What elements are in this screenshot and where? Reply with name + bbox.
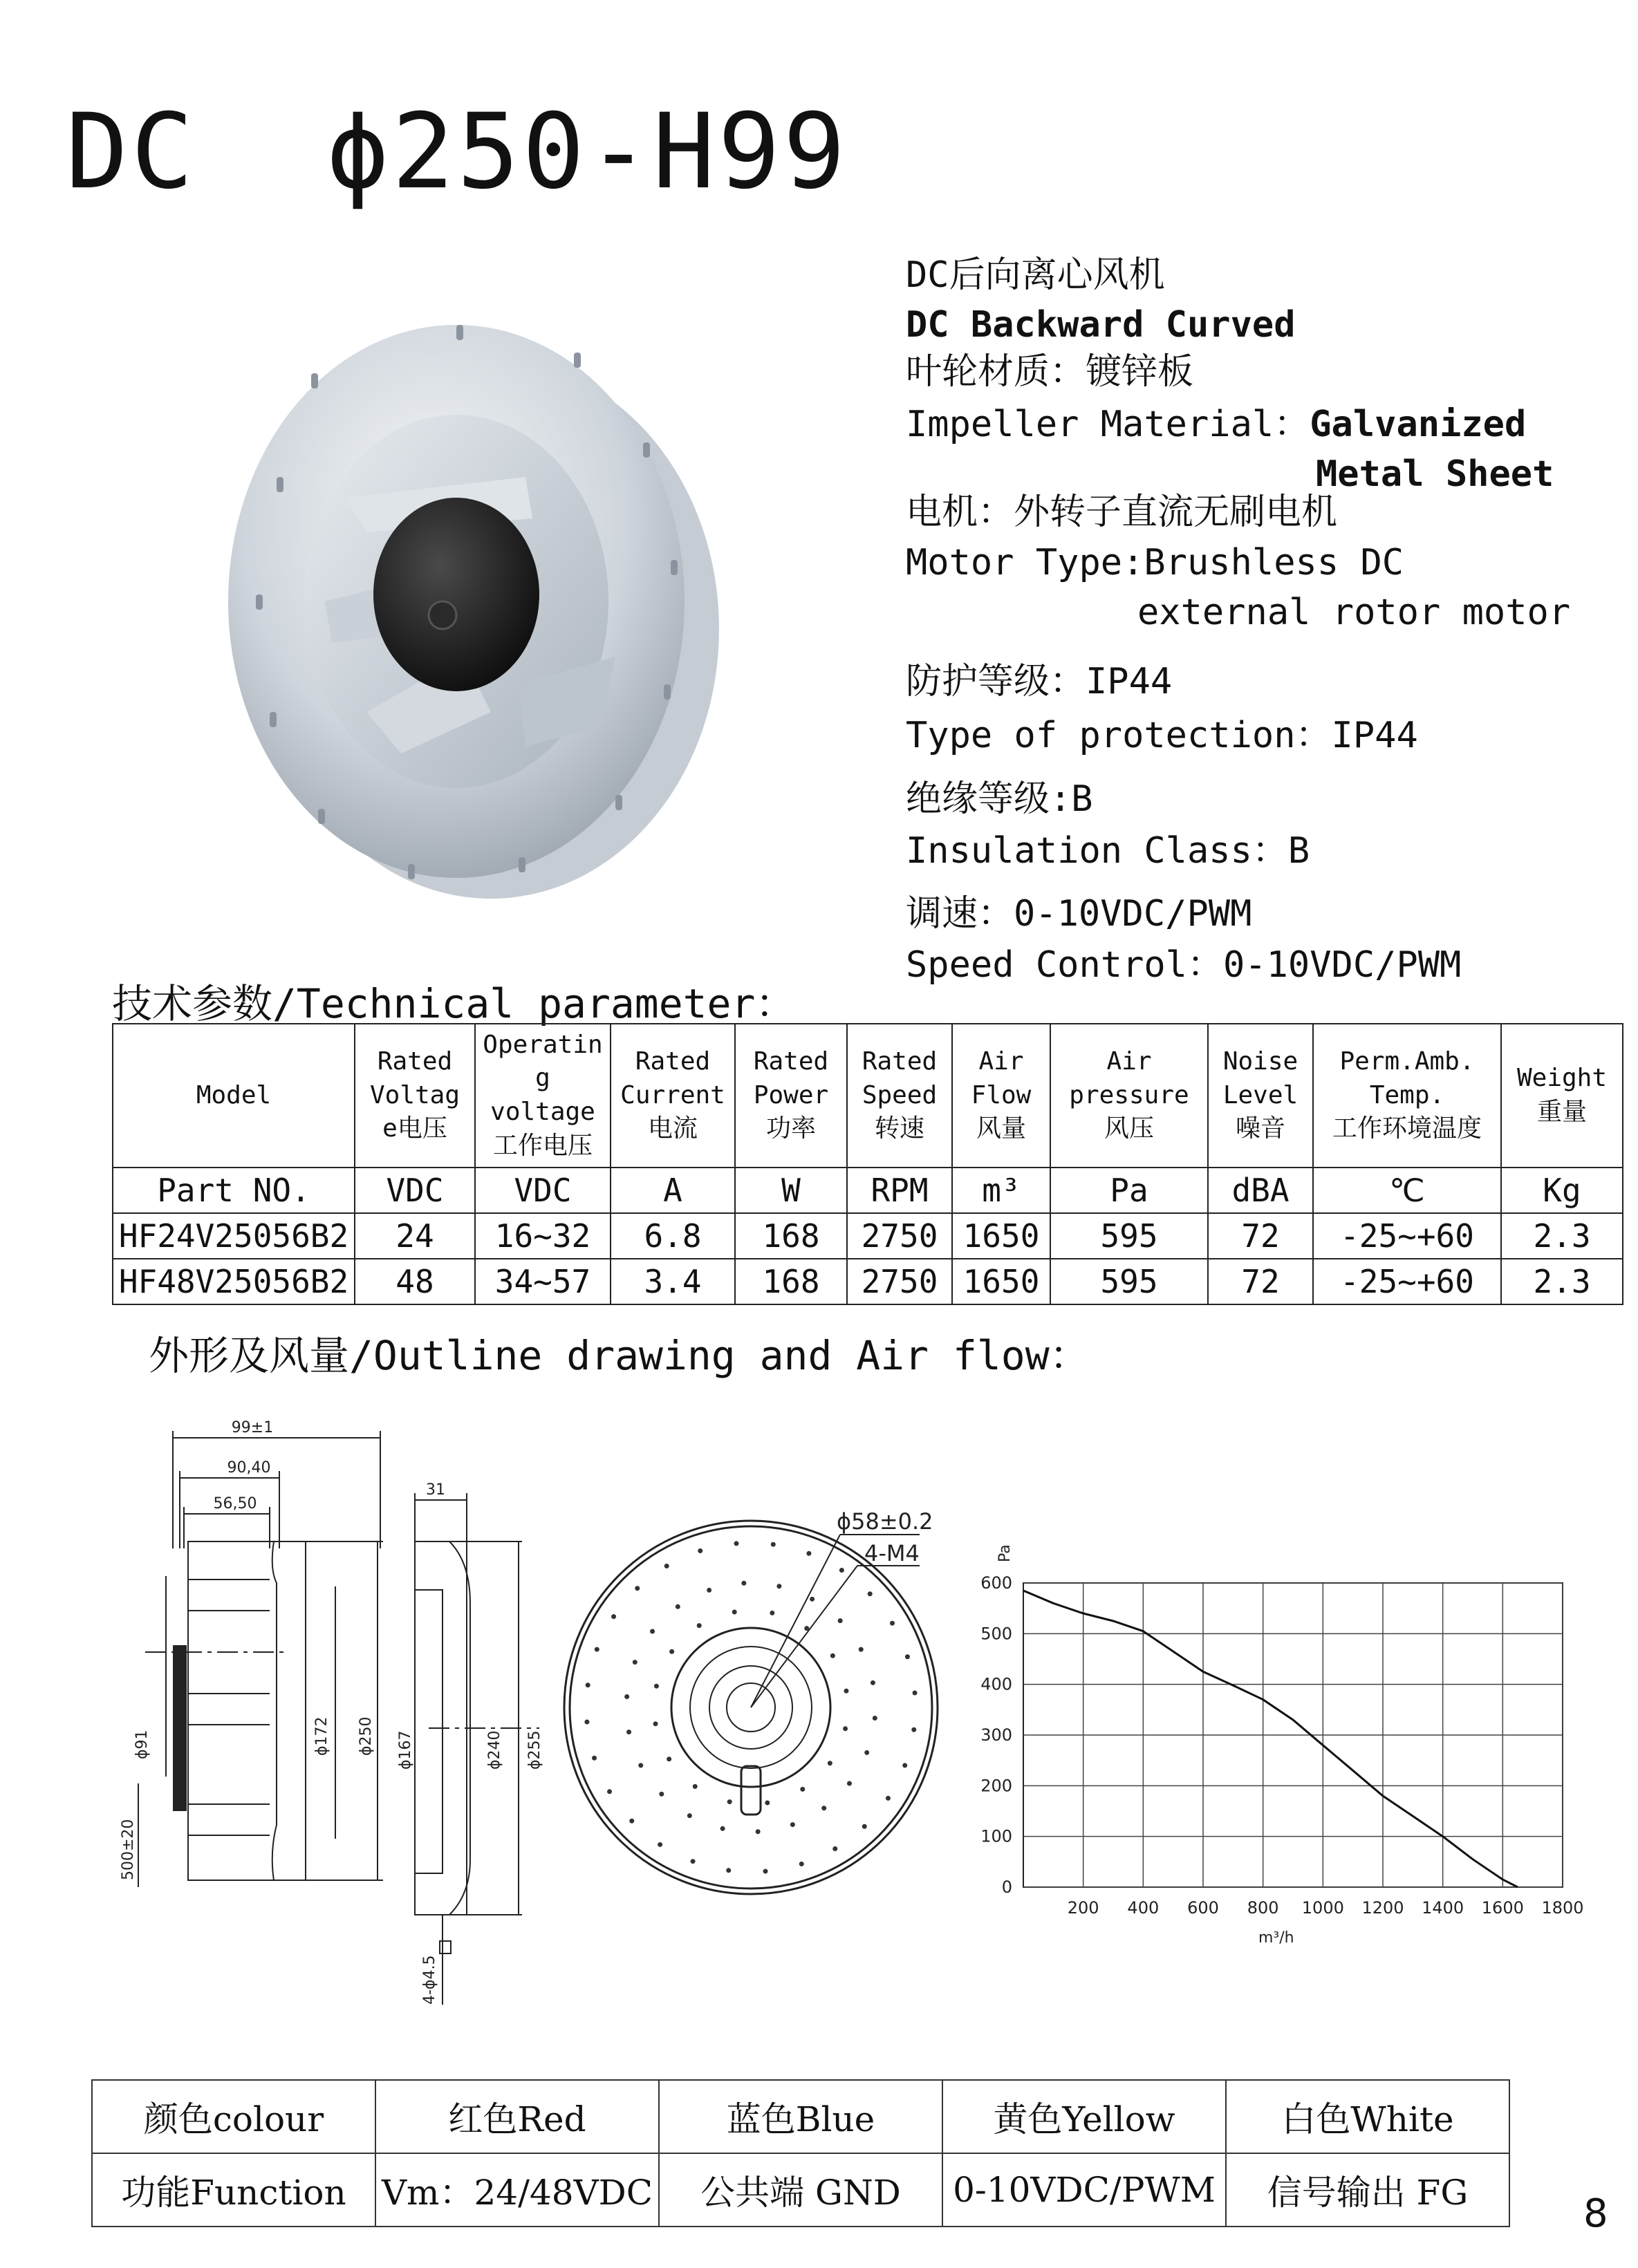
header-line: Rated bbox=[862, 1047, 938, 1076]
unit-cell: Kg bbox=[1501, 1168, 1623, 1213]
rivet-dot bbox=[890, 1621, 895, 1626]
rivet-dot bbox=[790, 1822, 795, 1827]
table-row bbox=[92, 2080, 1509, 2153]
spec-speed-en: Speed Control：0-10VDC/PWM bbox=[906, 944, 1462, 986]
y-tick-label: 400 bbox=[980, 1674, 1012, 1694]
rivet-dot bbox=[864, 1750, 869, 1755]
unit-cell: Pa bbox=[1050, 1168, 1208, 1213]
rivet-dot bbox=[638, 1763, 643, 1768]
page-title: DC ϕ250-H99 bbox=[66, 92, 848, 212]
header-rated-voltage bbox=[355, 1024, 475, 1168]
table-cell: 48 bbox=[355, 1259, 475, 1304]
unit-cell: ℃ bbox=[1313, 1168, 1501, 1213]
function-fg: 信号输出 FG bbox=[1226, 2153, 1509, 2227]
spec-type-en-text: DC Backward Curved bbox=[906, 304, 1296, 346]
dim-phi58: ϕ58±0.2 bbox=[837, 1508, 933, 1535]
header-line: Operatin bbox=[483, 1030, 603, 1059]
dim-99: 99±1 bbox=[231, 1419, 274, 1436]
unit-cell: VDC bbox=[475, 1168, 611, 1213]
dim-31: 31 bbox=[426, 1481, 445, 1499]
rivet-dot bbox=[727, 1799, 732, 1804]
unit-cell: W bbox=[735, 1168, 847, 1213]
rivet-dot bbox=[832, 1846, 837, 1851]
rivet-dot bbox=[847, 1781, 852, 1786]
chart-x-ticks bbox=[1068, 1898, 1584, 1918]
y-tick-label: 600 bbox=[980, 1573, 1012, 1593]
header-line: 重量 bbox=[1536, 1098, 1587, 1126]
header-rated-current bbox=[611, 1024, 735, 1168]
rivet-dot bbox=[595, 1647, 599, 1652]
airflow-curve bbox=[1023, 1591, 1518, 1887]
wire-color-table bbox=[91, 2079, 1510, 2227]
chart-y-label: Pa bbox=[996, 1544, 1014, 1562]
table-cell: 16~32 bbox=[475, 1213, 611, 1259]
dim-4-phi4-5: 4-ϕ4.5 bbox=[421, 1955, 438, 2005]
rivet-dot bbox=[765, 1800, 770, 1805]
table-cell: -25~+60 bbox=[1313, 1259, 1501, 1304]
color-white: 白色White bbox=[1226, 2080, 1509, 2153]
rivet-dot bbox=[828, 1761, 832, 1765]
rivet-dot bbox=[741, 1581, 746, 1586]
rivet-dot bbox=[913, 1690, 918, 1695]
spec-impeller-value-2-text: Metal Sheet bbox=[1316, 453, 1554, 495]
rivet-dot bbox=[886, 1796, 891, 1801]
header-line: Power bbox=[753, 1080, 829, 1109]
spec-impeller-en bbox=[906, 404, 1527, 445]
rivet-dot bbox=[771, 1542, 776, 1547]
table-cell: 34~57 bbox=[475, 1259, 611, 1304]
color-blue: 蓝色Blue bbox=[659, 2080, 942, 2153]
table-row bbox=[92, 2153, 1509, 2227]
rivet-dot bbox=[624, 1694, 629, 1699]
rivet-dot bbox=[859, 1647, 864, 1652]
dim-90-40: 90,40 bbox=[227, 1459, 271, 1477]
header-line: Air bbox=[1106, 1047, 1152, 1076]
header-line: Temp. bbox=[1369, 1080, 1445, 1109]
header-line: Speed bbox=[862, 1080, 938, 1109]
header-line: e电压 bbox=[382, 1114, 447, 1143]
chart-x-label: m³/h bbox=[1258, 1929, 1294, 1947]
x-tick-label: 400 bbox=[1127, 1898, 1160, 1918]
spec-speed-cn: 调速：0-10VDC/PWM bbox=[906, 893, 1252, 935]
table-cell: 2.3 bbox=[1501, 1213, 1623, 1259]
dim-phi91: ϕ91 bbox=[133, 1730, 151, 1759]
rivet-dot bbox=[839, 1568, 844, 1573]
rivet-dot bbox=[697, 1623, 702, 1628]
rivet-dot bbox=[707, 1588, 711, 1593]
chart-y-ticks bbox=[980, 1573, 1012, 1897]
header-model bbox=[113, 1024, 355, 1168]
spec-protection-cn: 防护等级：IP44 bbox=[906, 661, 1173, 702]
unit-cell: VDC bbox=[355, 1168, 475, 1213]
unit-cell: m³ bbox=[952, 1168, 1050, 1213]
table-cell: 2.3 bbox=[1501, 1259, 1623, 1304]
rivet-dot bbox=[650, 1629, 655, 1633]
table-cell: 595 bbox=[1050, 1259, 1208, 1304]
rivet-dot bbox=[633, 1660, 637, 1665]
dim-phi167: ϕ167 bbox=[397, 1730, 414, 1770]
rivet-dot bbox=[664, 1564, 669, 1568]
dim-phi240: ϕ240 bbox=[486, 1730, 503, 1770]
spec-insulation-en: Insulation Class：B bbox=[906, 830, 1310, 872]
header-line: Perm.Amb. bbox=[1339, 1047, 1475, 1076]
header-rated-speed bbox=[847, 1024, 952, 1168]
header-operating-voltage bbox=[475, 1024, 611, 1168]
spec-type-cn: DC后向离心风机 bbox=[906, 254, 1165, 296]
rivet-dot bbox=[770, 1611, 774, 1615]
rivet-dot bbox=[667, 1756, 671, 1761]
y-tick-label: 500 bbox=[980, 1624, 1012, 1644]
header-line: 电流 bbox=[647, 1114, 698, 1143]
table-cell: 72 bbox=[1208, 1259, 1313, 1304]
header-line: Rated bbox=[635, 1047, 711, 1076]
header-line: Flow bbox=[971, 1080, 1032, 1109]
table-cell: 168 bbox=[735, 1259, 847, 1304]
rivet-dot bbox=[611, 1614, 616, 1619]
function-vm: Vm：24/48VDC bbox=[375, 2153, 659, 2227]
rivet-dot bbox=[586, 1683, 590, 1687]
rivet-dot bbox=[626, 1730, 631, 1734]
side-view-drawing bbox=[104, 1410, 394, 1936]
header-line: 工作电压 bbox=[492, 1131, 593, 1160]
rivet-dot bbox=[821, 1806, 826, 1810]
y-tick-label: 100 bbox=[980, 1826, 1012, 1846]
rivet-dot bbox=[592, 1756, 597, 1761]
dim-phi172: ϕ172 bbox=[313, 1716, 331, 1756]
color-header: 颜色colour bbox=[92, 2080, 375, 2153]
dim-500: 500±20 bbox=[120, 1819, 137, 1880]
airflow-chart bbox=[968, 1521, 1604, 1949]
rivet-dot bbox=[905, 1654, 910, 1659]
rivet-dot bbox=[698, 1548, 702, 1553]
header-weight bbox=[1501, 1024, 1623, 1168]
spec-protection-en: Type of protection：IP44 bbox=[906, 715, 1418, 756]
header-air-pressure bbox=[1050, 1024, 1208, 1168]
rivet-dot bbox=[844, 1689, 848, 1694]
x-tick-label: 1000 bbox=[1301, 1898, 1344, 1918]
dim-phi255: ϕ255 bbox=[526, 1730, 543, 1770]
rivet-dot bbox=[868, 1591, 873, 1596]
header-temperature bbox=[1313, 1024, 1501, 1168]
rivet-dot bbox=[629, 1819, 634, 1824]
function-header: 功能Function bbox=[92, 2153, 375, 2227]
y-tick-label: 300 bbox=[980, 1725, 1012, 1745]
rivet-dot bbox=[635, 1586, 640, 1591]
header-line: 噪音 bbox=[1235, 1114, 1285, 1143]
x-tick-label: 800 bbox=[1247, 1898, 1279, 1918]
unit-cell: A bbox=[611, 1168, 735, 1213]
table-cell: 72 bbox=[1208, 1213, 1313, 1259]
rivet-dot bbox=[830, 1653, 835, 1658]
table-row bbox=[113, 1213, 1623, 1259]
header-line: g bbox=[535, 1064, 550, 1093]
function-pwm: 0-10VDC/PWM bbox=[942, 2153, 1226, 2227]
rivet-dot bbox=[669, 1649, 674, 1654]
rivet-dot bbox=[873, 1716, 877, 1721]
spec-impeller-label: Impeller Material： bbox=[906, 404, 1310, 445]
table-cell: 168 bbox=[735, 1213, 847, 1259]
dim-4-m4: 4-M4 bbox=[864, 1540, 920, 1566]
header-line: Level bbox=[1222, 1080, 1299, 1109]
table-row bbox=[113, 1259, 1623, 1304]
header-air-flow bbox=[952, 1024, 1050, 1168]
rivet-dot bbox=[843, 1726, 848, 1731]
color-yellow: 黄色Yellow bbox=[942, 2080, 1226, 2153]
table-cell: HF24V25056B2 bbox=[113, 1213, 355, 1259]
header-noise-level bbox=[1208, 1024, 1313, 1168]
rivet-dot bbox=[726, 1868, 731, 1873]
front-view-drawing bbox=[397, 1479, 560, 2018]
x-tick-label: 200 bbox=[1067, 1898, 1099, 1918]
rivet-dot bbox=[607, 1789, 612, 1794]
rivet-dot bbox=[804, 1626, 809, 1631]
tech-table bbox=[112, 1023, 1623, 1305]
rivet-dot bbox=[756, 1829, 761, 1834]
x-tick-label: 600 bbox=[1187, 1898, 1219, 1918]
rivet-dot bbox=[691, 1859, 696, 1864]
rivet-dot bbox=[871, 1680, 875, 1685]
table-cell: 6.8 bbox=[611, 1213, 735, 1259]
spec-insulation-cn: 绝缘等级:B bbox=[906, 778, 1093, 820]
header-line: Rated bbox=[753, 1047, 829, 1076]
table-cell: 24 bbox=[355, 1213, 475, 1259]
rivet-dot bbox=[776, 1584, 781, 1588]
rivet-dot bbox=[720, 1826, 725, 1831]
table-cell: 3.4 bbox=[611, 1259, 735, 1304]
header-line: 风量 bbox=[976, 1114, 1026, 1143]
unit-cell: RPM bbox=[847, 1168, 952, 1213]
inlet-view-drawing bbox=[560, 1507, 947, 1866]
header-line: Voltag bbox=[369, 1080, 460, 1109]
spec-impeller-value-2 bbox=[1316, 453, 1554, 495]
header-line: Current bbox=[620, 1080, 725, 1109]
rivet-dot bbox=[800, 1787, 805, 1792]
dim-phi250: ϕ250 bbox=[357, 1716, 375, 1756]
rivet-dot bbox=[838, 1618, 843, 1623]
rivet-dot bbox=[732, 1610, 737, 1615]
table-cell: 2750 bbox=[847, 1213, 952, 1259]
x-tick-label: 1600 bbox=[1481, 1898, 1524, 1918]
table-cell: 1650 bbox=[952, 1259, 1050, 1304]
x-tick-label: 1200 bbox=[1361, 1898, 1404, 1918]
y-tick-label: 200 bbox=[980, 1776, 1012, 1796]
color-red: 红色Red bbox=[375, 2080, 659, 2153]
spec-impeller-cn: 叶轮材质：镀锌板 bbox=[906, 351, 1194, 393]
header-line: 转速 bbox=[874, 1114, 924, 1143]
rivet-dot bbox=[902, 1763, 907, 1768]
header-line: 风压 bbox=[1104, 1114, 1154, 1143]
unit-cell: Part NO. bbox=[113, 1168, 355, 1213]
rivet-dot bbox=[810, 1597, 815, 1602]
rivet-dot bbox=[862, 1824, 867, 1829]
header-line: Weight bbox=[1516, 1064, 1608, 1093]
rivet-dot bbox=[584, 1720, 589, 1725]
rivet-dot bbox=[911, 1727, 916, 1732]
page-number: 8 bbox=[1583, 2191, 1608, 2236]
rivet-dot bbox=[654, 1684, 659, 1689]
x-tick-label: 1400 bbox=[1422, 1898, 1464, 1918]
table-cell: 2750 bbox=[847, 1259, 952, 1304]
rivet-dot bbox=[687, 1813, 692, 1818]
rivet-dot bbox=[806, 1551, 811, 1556]
fan-product-image bbox=[228, 270, 726, 933]
header-line: 工作环境温度 bbox=[1332, 1114, 1482, 1143]
header-rated-power bbox=[735, 1024, 847, 1168]
spec-motor-en-1: Motor Type:Brushless DC bbox=[906, 542, 1404, 583]
rivet-dot bbox=[734, 1541, 738, 1546]
rivet-dot bbox=[658, 1842, 662, 1847]
dim-56-50: 56,50 bbox=[213, 1495, 257, 1512]
spec-motor-cn: 电机：外转子直流无刷电机 bbox=[906, 491, 1338, 533]
tech-units-row bbox=[113, 1168, 1623, 1213]
header-line: pressure bbox=[1069, 1080, 1189, 1109]
rivet-dot bbox=[676, 1604, 680, 1609]
function-gnd: 公共端 GND bbox=[659, 2153, 942, 2227]
rivet-dot bbox=[659, 1792, 664, 1797]
rivet-dot bbox=[653, 1721, 658, 1726]
table-cell: -25~+60 bbox=[1313, 1213, 1501, 1259]
chart-grid bbox=[1023, 1583, 1563, 1887]
y-tick-label: 0 bbox=[1001, 1877, 1012, 1897]
spec-motor-en-2: external rotor motor bbox=[1137, 592, 1571, 633]
outline-section-title: 外形及风量/Outline drawing and Air flow： bbox=[149, 1332, 1090, 1379]
table-cell: 595 bbox=[1050, 1213, 1208, 1259]
table-cell: HF48V25056B2 bbox=[113, 1259, 355, 1304]
spec-type-en bbox=[906, 304, 1296, 346]
header-line: 功率 bbox=[765, 1114, 816, 1143]
rivet-dot bbox=[763, 1869, 768, 1874]
rivet-dot bbox=[693, 1784, 698, 1789]
header-line: Model bbox=[196, 1080, 272, 1109]
rivet-dot bbox=[799, 1862, 804, 1866]
unit-cell: dBA bbox=[1208, 1168, 1313, 1213]
table-cell: 1650 bbox=[952, 1213, 1050, 1259]
header-line: Rated bbox=[377, 1047, 453, 1076]
spec-impeller-value: Galvanized bbox=[1310, 404, 1527, 445]
tech-header-row bbox=[113, 1024, 1623, 1168]
tech-section-title: 技术参数/Technical parameter： bbox=[112, 980, 796, 1027]
header-line: Noise bbox=[1222, 1047, 1299, 1076]
header-line: voltage bbox=[490, 1098, 595, 1126]
header-line: Air bbox=[978, 1047, 1024, 1076]
x-tick-label: 1800 bbox=[1541, 1898, 1584, 1918]
